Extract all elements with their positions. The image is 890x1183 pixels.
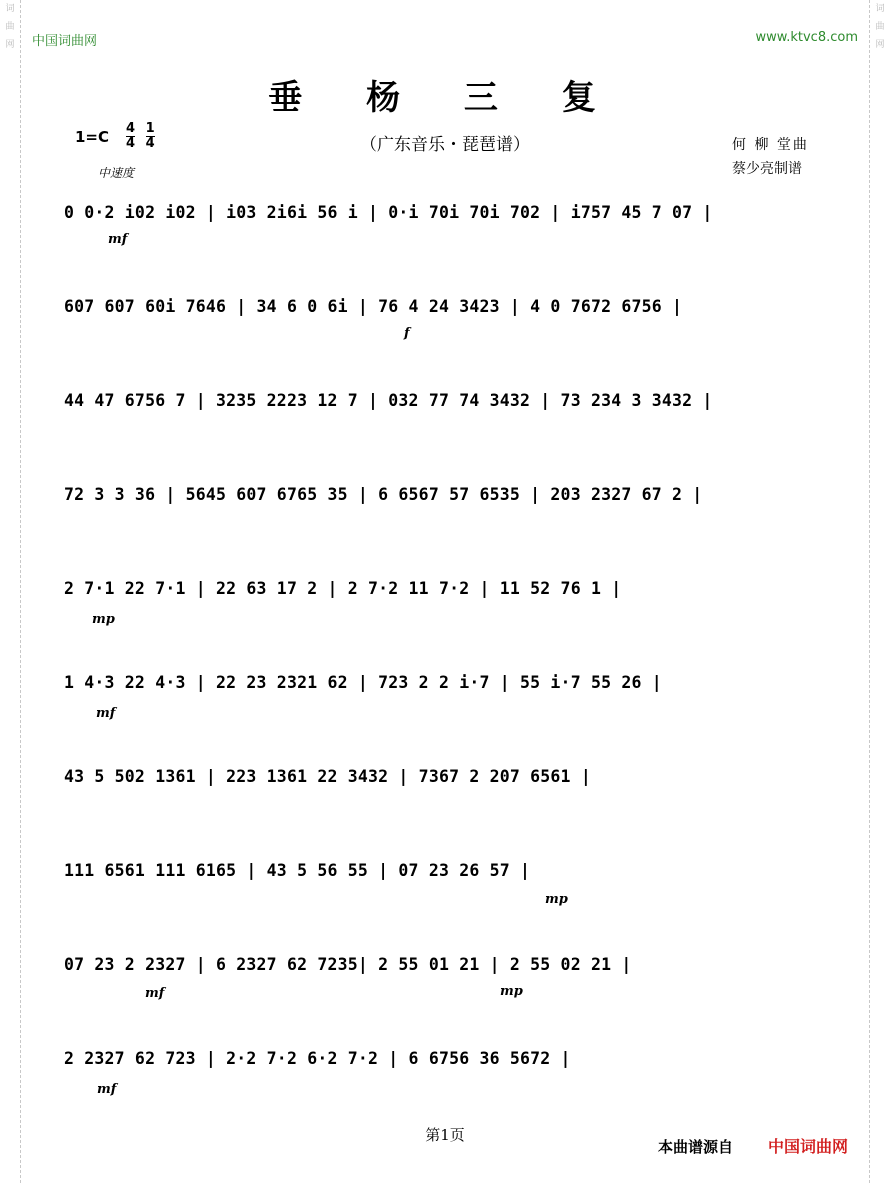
composer-credit: 何 柳 堂曲	[732, 137, 809, 153]
time-sig-top: 4	[126, 121, 136, 136]
score-notes: 1 4·3 22 4·3 | 22 23 2321 62 | 723 2 2 i·7 | 55 i·7 55 26 |	[64, 673, 662, 692]
dynamic-marking: mf	[97, 1082, 117, 1097]
score-row-4	[64, 482, 828, 516]
score-row-3	[64, 388, 828, 422]
score-notes: 607 607 60i 7646 | 34 6 0 6i | 76 4 24 3423 | 4 0 7672 6756 |	[64, 297, 683, 316]
watermark-text: 词 曲 网	[5, 4, 15, 50]
dynamic-marking: mp	[92, 612, 115, 627]
score-row-2	[64, 294, 828, 328]
time-sig-bottom: 4	[145, 136, 155, 151]
dynamic-marking: mp	[545, 892, 568, 907]
score-notes: 44 47 6756 7 | 3235 2223 12 7 | 032 77 74 3432 | 73 234 3 3432 |	[64, 391, 713, 410]
time-signature-1-4	[146, 122, 155, 151]
score-row-6	[64, 670, 828, 704]
time-sig-top: 1	[145, 121, 155, 136]
site-url-right[interactable]: www.ktvc8.com	[755, 30, 858, 45]
source-brand[interactable]: 中国词曲网	[768, 1137, 849, 1156]
key-signature: 1=C	[75, 128, 110, 146]
score-notes: 111 6561 111 6165 | 43 5 56 55 | 07 23 26 57 |	[64, 861, 531, 880]
score-notes: 43 5 502 1361 | 223 1361 22 3432 | 7367 2 207 6561 |	[64, 767, 591, 786]
dynamic-marking: mf	[108, 232, 128, 247]
score-notes: 2 7·1 22 7·1 | 22 63 17 2 | 2 7·2 11 7·2 | 11 52 76 1 |	[64, 579, 622, 598]
score-row-5	[64, 576, 828, 610]
score-row-1	[64, 200, 828, 234]
score-subtitle: （广东音乐・琵琶谱）	[360, 135, 530, 155]
time-signatures	[126, 122, 161, 151]
score-notes: 2 2327 62 723 | 2·2 7·2 6·2 7·2 | 6 6756 36 5672 |	[64, 1049, 571, 1068]
score-row-8	[64, 858, 828, 892]
site-name-left[interactable]: 中国词曲网	[32, 34, 98, 49]
source-label: 本曲谱源自	[658, 1138, 734, 1156]
arranger-credit: 蔡少亮制谱	[732, 161, 802, 177]
time-sig-bottom: 4	[126, 136, 136, 151]
score-row-10	[64, 1046, 828, 1080]
score-row-9	[64, 952, 828, 986]
right-watermark-strip	[869, 0, 890, 1183]
score-notes: 0 0·2 i02 i02 | i03 2i6i 56 i | 0·i 70i 70i 702 | i757 45 7 07 |	[64, 203, 713, 222]
left-watermark-strip	[0, 0, 21, 1183]
score-row-7	[64, 764, 828, 798]
watermark-text: 词 曲 网	[875, 4, 885, 50]
dynamic-marking: mf	[145, 986, 165, 1001]
dynamic-marking: mp	[500, 984, 523, 999]
dynamic-marking: mf	[96, 706, 116, 721]
tempo-marking: 中速度	[98, 166, 135, 180]
time-signature-4-4	[126, 122, 135, 151]
dynamic-marking: f	[404, 326, 410, 341]
score-title: 垂 杨 三 复	[268, 78, 622, 118]
score-notes: 72 3 3 36 | 5645 607 6765 35 | 6 6567 57 6535 | 203 2327 67 2 |	[64, 485, 703, 504]
page-number: 第1页	[425, 1126, 465, 1144]
score-notes: 07 23 2 2327 | 6 2327 62 7235| 2 55 01 21 | 2 55 02 21 |	[64, 955, 632, 974]
